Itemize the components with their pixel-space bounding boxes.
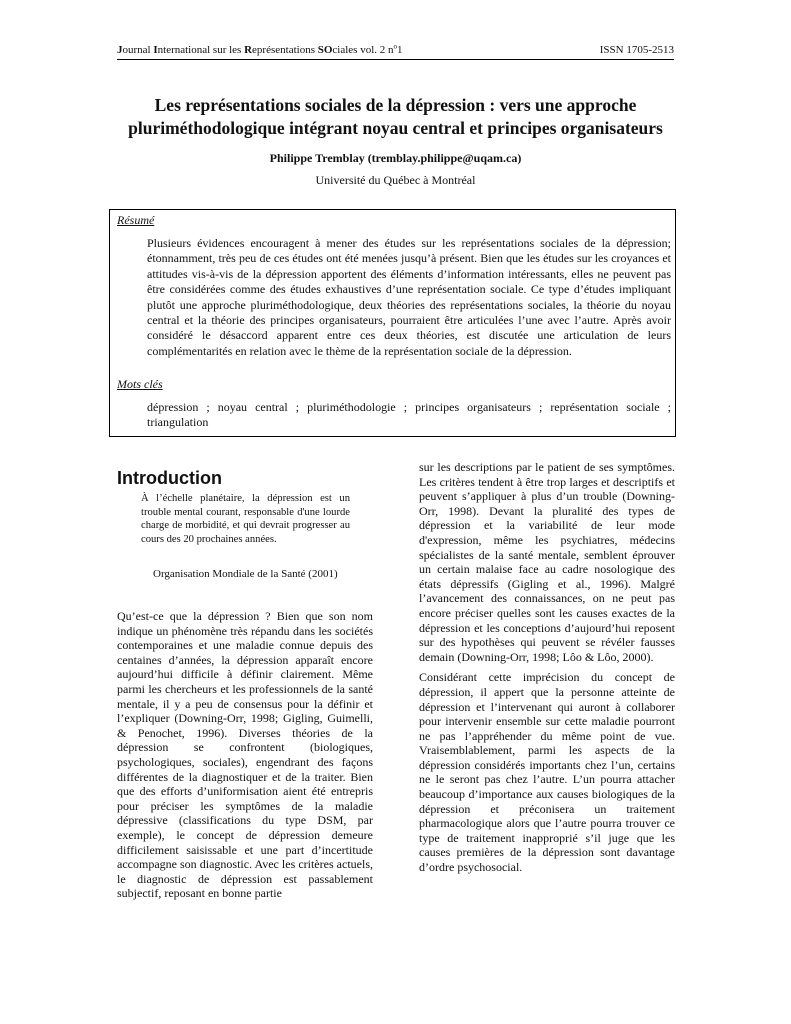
journal-part-2: nternational sur les <box>157 44 245 56</box>
journal-part-1: ournal <box>122 44 154 56</box>
header-rule <box>117 59 674 60</box>
section-heading-introduction: Introduction <box>117 468 222 488</box>
abstract-text: Plusieurs évidences encouragent à mener des études sur les représentations sociales de la dépression; étonnamment, très peu de ces études ont été menées jusqu’à présent. Bien que les études sur les croyances et attitudes vis-à-vis de la dépression apportent des éléments d’information intéressants, elles ne peuvent pas être considérées comme des études exhaustives d’une représentation sociale. Ce type d’études impliquant plutôt une approche pluriméthodologique, deux théories des représentations sociales, la théorie du noyau central et la théorie des principes organisateurs, pourraient être articulées l’une avec l’autre. Après avoir considéré le désaccord apparent entre ces deux théories, est discutée une articulation de leurs complémentarités en relation avec le thème de la représentation sociale de la dépression. <box>147 236 671 358</box>
journal-part-4: ciales vol. 2 n <box>332 44 394 56</box>
journal-number-sup: o <box>393 42 398 51</box>
affiliation: Université du Québec à Montréal <box>315 173 476 187</box>
article-title <box>100 94 691 140</box>
journal-part-3: eprésentations <box>252 44 318 56</box>
right-column <box>419 460 675 881</box>
epigraph-source: Organisation Mondiale de la Santé (2001) <box>153 568 338 580</box>
author: Philippe Tremblay (tremblay.philippe@uqam.ca) <box>269 151 522 165</box>
journal-name <box>117 44 403 57</box>
body-paragraph: Considérant cette imprécision du concept de dépression, il appert que la personne atteinte de dépression et l’intervenant qui auront à collaborer pour intervenir ensemble sur cette maladie pourront ne pas l’appréhender du même point de vue. Vraisemblablement, parmi les aspects de la dépression considérés importants chez l’un, certains ne le seront pas chez l’autre. L’un pourra attacher beaucoup d’importance aux causes biologiques de la dépression et préconisera un traitement pharmacologique alors que l’autre pourra trouver ce type de traitement inapproprié s’il juge que les causes premières de la dépression sont davantage d’ordre psychosocial. <box>419 670 675 875</box>
title-line-2: pluriméthodologique intégrant noyau central et principes organisateurs <box>128 118 663 138</box>
journal-initial-i: I <box>153 44 158 56</box>
body-paragraph: Qu’est-ce que la dépression ? Bien que son nom indique un phénomène très répandu dans les sociétés contemporaines et une maladie connue depuis des centaines d’années, la dépression apparaît encore aujourd’hui difficile à définir clairement. Même parmi les chercheurs et les professionnels de la santé mentale, il y a peu de consensus pour la définir et l’expliquer (Downing-Orr, 1998; Gigling, Guimelli, & Penochet, 1996). Diverses théories de la dépression se confrontent (biologiques, psychologiques, sociales), engendrant des façons différentes de la diagnostiquer et de la traiter. Bien que des efforts d’uniformisation aient été entrepris pour préciser les symptômes de la maladie dépressive (classifications du type DSM, par exemple), le concept de dépression demeure difficilement saisissable et une part d’incertitude accompagne son diagnostic. Avec les critères actuels, le diagnostic de dépression est passablement subjectif, reposant en bonne partie <box>117 609 373 901</box>
journal-initial-r: R <box>244 44 253 56</box>
abstract-box <box>109 209 676 437</box>
issn: ISSN 1705-2513 <box>599 44 674 56</box>
journal-part-5: 1 <box>397 44 403 56</box>
left-column <box>117 609 373 907</box>
epigraph: À l’échelle planétaire, la dépression est un trouble mental courant, responsable d'une lourde charge de morbidité, et qui devrait progresser au cours des 20 prochaines années. <box>141 493 350 545</box>
body-paragraph: sur les descriptions par le patient de ses symptômes. Les critères tendent à être trop larges et descriptifs et peuvent s’appliquer à plus d’un trouble (Downing-Orr, 1998). Devant la pluralité des types de dépression et la variabilité de leur mode d'expression, même les psychiatres, médecins spécialistes de la santé mentale, semblent éprouver un certain malaise face au cadre nosologique des états dépressifs (Gigling et al., 1996). Malgré l’avancement des connaissances, on ne peut pas encore préciser quelles sont les causes exactes de la dépression et les conceptions d’aujourd’hui reposent sur des hypothèses qui peuvent se révéler fausses demain (Downing-Orr, 1998; Lôo & Lôo, 2000). <box>419 460 675 664</box>
journal-initial-so: SO <box>317 44 333 56</box>
title-line-1: Les représentations sociales de la dépression : vers une approche <box>154 95 637 115</box>
abstract-heading: Résumé <box>117 213 155 227</box>
keywords-heading: Mots clés <box>117 377 163 391</box>
journal-initial-j: J <box>117 44 123 56</box>
keywords-text: dépression ; noyau central ; pluriméthodologie ; principes organisateurs ; représentation sociale ; triangulation <box>147 400 671 430</box>
